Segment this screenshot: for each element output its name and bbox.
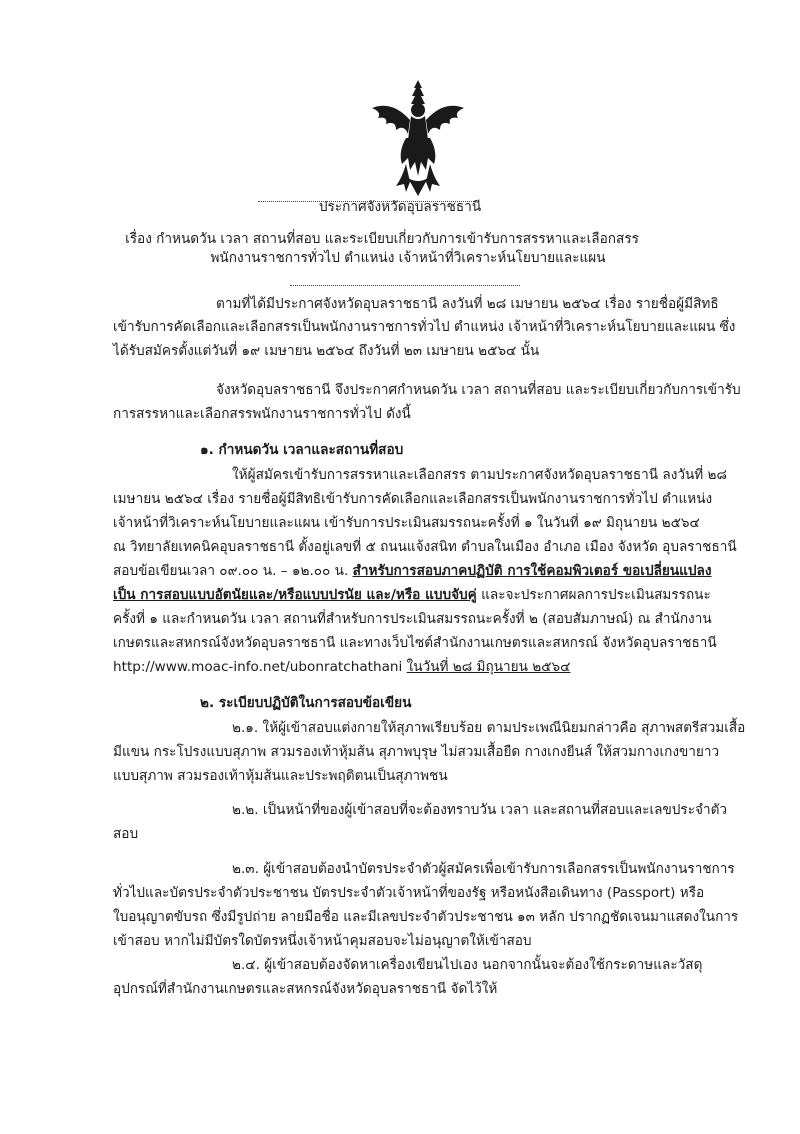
- section1-heading: ๑. กำหนดวัน เวลาและสถานที่สอบ: [200, 442, 404, 458]
- intro-p2-line2: การสรรหาและเลือกสรรพนักงานราชการทั่วไป ดังนี้: [113, 406, 411, 422]
- exam-format-text: เป็น การสอบแบบอัตนัยและ/หรือแบบปรนัย และ/หรือ แบบจับคู่: [113, 587, 477, 603]
- item-2-1-line3: แบบสุภาพ สวมรองเท้าหุ้มส้นและประพฤติตนเป็นสุภาพชน: [113, 768, 448, 784]
- item-2-3-line4: เข้าสอบ หากไม่มีบัตรใดบัตรหนึ่งเจ้าหน้าคุมสอบจะไม่อนุญาตให้เข้าสอบ: [113, 933, 532, 949]
- section1-line7: ครั้งที่ ๑ และกำหนดวัน เวลา สถานที่สำหรับการประเมินสมรรถนะครั้งที่ ๒ (สอบสัมภาษณ์) ณ สำนักงาน: [113, 611, 712, 627]
- announcement-title: ประกาศจังหวัดอุบลราชธานี: [318, 199, 482, 215]
- garuda-emblem-icon: [368, 78, 468, 196]
- section2-heading: ๒. ระเบียบปฏิบัติในการสอบข้อเขียน: [200, 695, 412, 711]
- section1-line2: เมษายน ๒๕๖๔ เรื่อง รายชื่อผู้มีสิทธิเข้ารับการคัดเลือกและเลือกสรรเป็นพนักงานราชการทั่วไป ตำแหน่ง: [113, 491, 713, 507]
- intro-p2-line1: จังหวัดอุบลราชธานี จึงประกาศกำหนดวัน เวลา สถานที่สอบ และระเบียบเกี่ยวกับการเข้ารับ: [216, 382, 741, 398]
- intro-p1-line2: เข้ารับการคัดเลือกและเลือกสรรเป็นพนักงานราชการทั่วไป ตำแหน่ง เจ้าหน้าที่วิเคราะห์นโยบายและแผน ซึ่ง: [113, 319, 736, 335]
- exam-time-text: สอบข้อเขียนเวลา ๐๙.๐๐ น. – ๑๒.๐๐ น.: [113, 563, 353, 579]
- item-2-3-line3: ใบอนุญาตขับรถ ซึ่งมีรูปถ่าย ลายมือชื่อ และมีเลขประจำตัวประชาชน ๑๓ หลัก ปรากฏชัดเจนมาแสดงในการ: [113, 909, 739, 925]
- practical-exam-change-text: สำหรับการสอบภาคปฏิบัติ การใช้คอมพิวเตอร์ ขอเปลี่ยนแปลง: [352, 563, 712, 579]
- result-announce-text: และจะประกาศผลการประเมินสมรรถนะ: [476, 587, 711, 603]
- section1-line3: เจ้าหน้าที่วิเคราะห์นโยบายและแผน เข้ารับการประเมินสมรรถนะครั้งที่ ๑ ในวันที่ ๑๙ มิถุนายน ๒๕๖๔: [113, 515, 700, 531]
- item-2-3-line1: ๒.๓. ผู้เข้าสอบต้องนำบัตรประจำตัวผู้สมัครเพื่อเข้ารับการเลือกสรรเป็นพนักงานราชการ: [232, 861, 735, 877]
- section1-line4: ณ วิทยาลัยเทคนิคอุบลราชธานี ตั้งอยู่เลขที่ ๕ ถนนแจ้งสนิท ตำบลในเมือง อำเภอ เมือง จังหวัด อุบลราชธานี: [113, 539, 737, 555]
- item-2-4-line1: ๒.๔. ผู้เข้าสอบต้องจัดหาเครื่องเขียนไปเอง นอกจากนั้นจะต้องใช้กระดาษและวัสดุ: [232, 957, 703, 973]
- item-2-1-line2: มีแขน กระโปรงแบบสุภาพ สวมรองเท้าหุ้มส้น สุภาพบุรุษ ไม่สวมเสื้อยืด กางเกงยีนส์ ให้สวมกางเกงขายาว: [113, 744, 720, 760]
- item-2-2-line2: สอบ: [113, 826, 139, 842]
- section1-line1: ให้ผู้สมัครเข้ารับการสรรหาและเลือกสรร ตามประกาศจังหวัดอุบลราชธานี ลงวันที่ ๒๘: [232, 467, 727, 483]
- section1-line9: [113, 658, 570, 676]
- item-2-4-line2: อุปกรณ์ที่สำนักงานเกษตรและสหกรณ์จังหวัดอุบลราชธานี จัดไว้ให้: [113, 981, 498, 997]
- item-2-1-line1: ๒.๑. ให้ผู้เข้าสอบแต่งกายให้สุภาพเรียบร้อย ตามประเพณีนิยมกล่าวคือ สุภาพสตรีสวมเสื้อ: [232, 720, 746, 736]
- intro-p1-line1: ตามที่ได้มีประกาศจังหวัดอุบลราชธานี ลงวันที่ ๒๘ เมษายน ๒๕๖๔ เรื่อง รายชื่อผู้มีสิทธิ: [216, 296, 719, 312]
- item-2-2-line1: ๒.๒. เป็นหน้าที่ของผู้เข้าสอบที่จะต้องทราบวัน เวลา และสถานที่สอบและเลขประจำตัว: [232, 802, 728, 818]
- section1-line6: [113, 586, 711, 604]
- subject-line-1: เรื่อง กำหนดวัน เวลา สถานที่สอบ และระเบียบเกี่ยวกับการเข้ารับการสรรหาและเลือกสรร: [125, 231, 639, 247]
- intro-p1-line3: ได้รับสมัครตั้งแต่วันที่ ๑๙ เมษายน ๒๕๖๔ ถึงวันที่ ๒๓ เมษายน ๒๕๖๔ นั้น: [113, 343, 540, 359]
- subject-dotted-rule: [290, 285, 520, 286]
- section1-line5: [113, 562, 712, 580]
- subject-line-2: พนักงานราชการทั่วไป ตำแหน่ง เจ้าหน้าที่วิเคราะห์นโยบายและแผน: [210, 250, 606, 266]
- section1-line8: เกษตรและสหกรณ์จังหวัดอุบลราชธานี และทางเว็บไซต์สำนักงานเกษตรและสหกรณ์ จังหวัดอุบลราชธานี: [113, 635, 717, 651]
- website-url: http://www.moac-info.net/ubonratchathani: [113, 659, 407, 675]
- announce-date: ในวันที่ ๒๘ มิถุนายน ๒๕๖๔: [406, 659, 571, 675]
- item-2-3-line2: ทั่วไปและบัตรประจำตัวประชาชน บัตรประจำตัวเจ้าหน้าที่ของรัฐ หรือหนังสือเดินทาง (Passport) หรือ: [113, 885, 705, 901]
